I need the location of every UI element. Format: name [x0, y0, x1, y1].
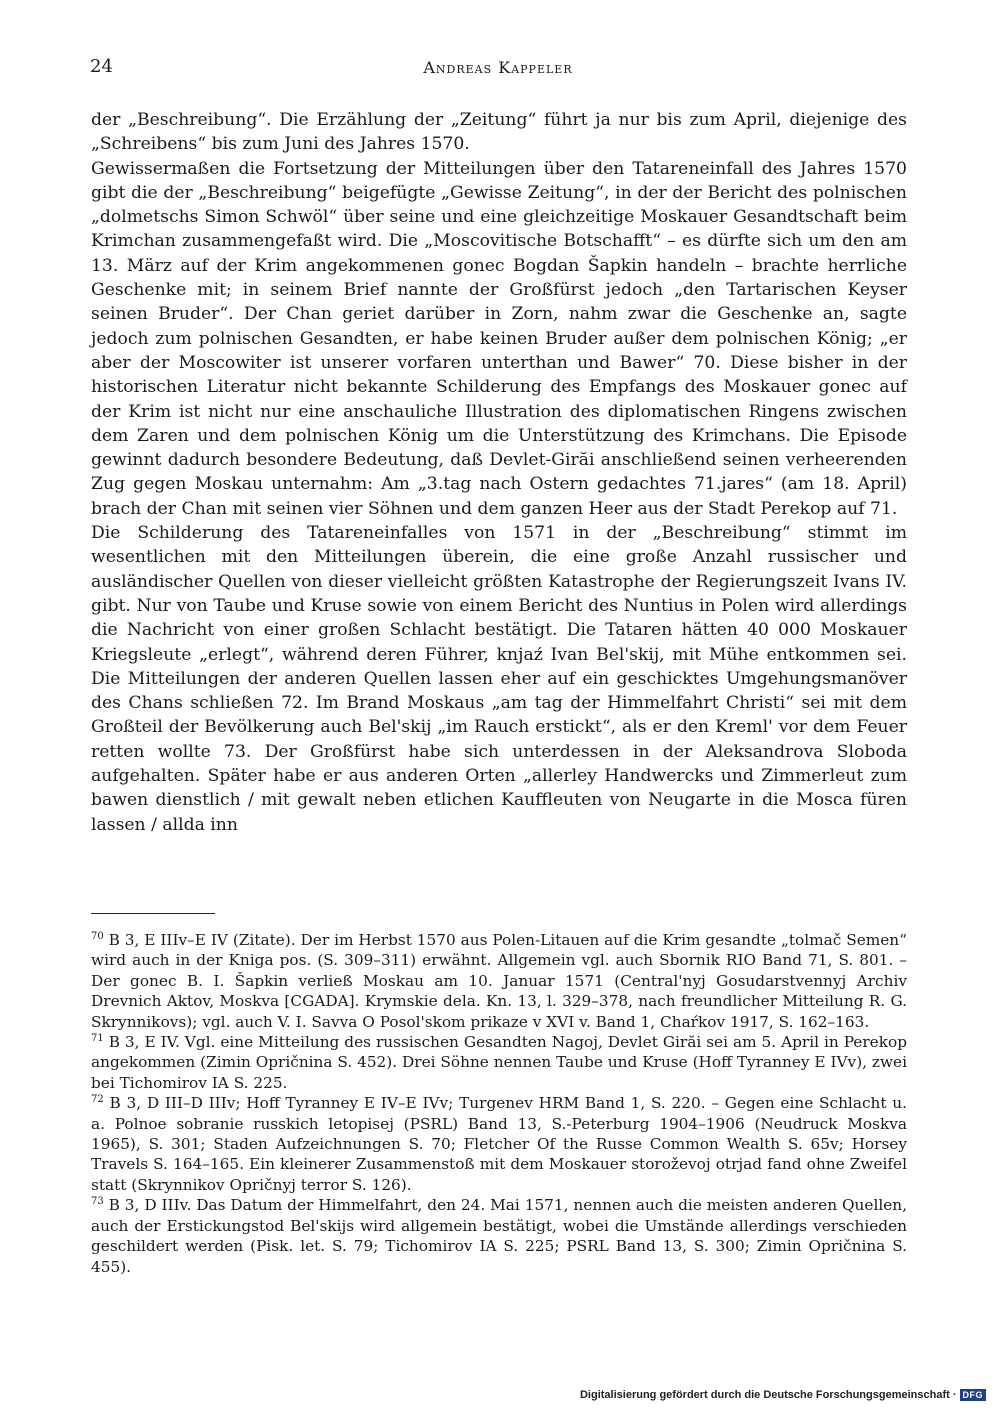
footnote-text: B 3, D III–D IIIv; Hoff Tyranney E IV–E IVv; Turgenev HRM Band 1, S. 220. – Gegen eine Schlacht u. a. Polnoe sobranie russkich letopisej (PSRL) Band 13, S.-Peterburg 1904–1906 (Neudruck Moskva 1965), S. 301; Staden Aufzeichnungen S. 70; Fletcher Of the Russe Common Wealth S. 65v; Horsey Travels S. 164–165. Ein kleinerer Zusammenstoß mit dem Moskauer storoževoj otrjad fand ohne Zweifel statt (Skrynnikov Opričnyj terror S. 126).	[91, 1094, 907, 1194]
dfg-logo: DFG	[960, 1389, 987, 1401]
page-header	[90, 56, 906, 82]
footnotes	[91, 930, 907, 1277]
footnote-number: 72	[91, 1094, 104, 1106]
digitization-credit	[580, 1387, 986, 1403]
paragraph: der „Beschreibung“. Die Erzählung der „Zeitung“ führt ja nur bis zum April, diejenige des „Schreibens“ bis zum Juni des Jahres 1570.	[91, 110, 907, 155]
footnote-text: B 3, E IIIv–E IV (Zitate). Der im Herbst 1570 aus Polen-Litauen auf die Krim gesandte „tolmač Semen“ wird auch in der Kniga pos. (S. 309–311) erwähnt. Allgemein vgl. auch Sbornik RIO Band 71, S. 801. – Der gonec B. I. Šapkin verließ Moskau am 10. Januar 1571 (Central'nyj Gosudarstvennyj Archiv Drevnich Aktov, Moskva [CGADA]. Krymskie dela. Kn. 13, l. 329–378, nach freundlicher Mitteilung R. G. Skrynnikovs); vgl. auch V. I. Savva O Posol'skom prikaze v XVI v. Band 1, Chaŕkov 1917, S. 162–163.	[91, 931, 907, 1031]
footnote-text: B 3, E IV. Vgl. eine Mitteilung des russischen Gesandten Nagoj, Devlet Girăi sei am 5. April in Perekop angekommen (Zimin Opričnina S. 452). Drei Söhne nennen Taube und Kruse (Hoff Tyranney E IVv), zwei bei Tichomirov IA S. 225.	[91, 1033, 907, 1092]
credit-text: Digitalisierung gefördert durch die Deutsche Forschungsgemeinschaft ·	[579, 1389, 957, 1401]
footnote	[91, 1195, 907, 1277]
paragraph: Die Schilderung des Tatareneinfalles von 1571 in der „Beschreibung“ stimmt im wesentlichen mit den Mitteilungen überein, die eine große Anzahl russischer und ausländischer Quellen von dieser vielleicht größten Katastrophe der Regierungszeit Ivans IV. gibt. Nur von Taube und Kruse sowie von einem Bericht des Nuntius in Polen wird allerdings die Nachricht von einer großen Schlacht bestätigt. Die Tataren hätten 40 000 Moskauer Kriegsleute „erlegt“, während deren Führer, knjaź Ivan Bel'skij, mit Mühe entkommen sei. Die Mitteilungen der anderen Quellen lassen eher auf ein geschicktes Umgehungsmanöver des Chans schließen 72. Im Brand Moskaus „am tag der Himmelfahrt Christi“ sei mit dem Großteil der Bevölkerung auch Bel'skij „im Rauch erstickt“, als er den Kreml' vor dem Feuer retten wollte 73. Der Großfürst habe sich unterdessen in der Aleksandrova Sloboda aufgehalten. Später habe er aus anderen Orten „allerley Handwercks und Zimmerleut zum bawen dienstlich / mit gewalt neben etlichen Kauffleuten von Neugarte in die Mosca füren lassen / allda inn	[91, 523, 907, 835]
main-text	[91, 108, 907, 837]
footnote-divider	[91, 913, 215, 914]
footnote-text: B 3, D IIIv. Das Datum der Himmelfahrt, den 24. Mai 1571, nennen auch die meisten anderen Quellen, auch der Erstickungstod Bel'skijs wird allgemein bestätigt, wobei die Umstände allerdings verschieden geschildert werden (Pisk. let. S. 79; Tichomirov IA S. 225; PSRL Band 13, S. 300; Zimin Opričnina S. 455).	[91, 1196, 907, 1276]
footnote-number: 71	[91, 1032, 104, 1044]
footnote	[91, 1032, 907, 1093]
running-head: Andreas Kappeler	[423, 58, 573, 77]
footnote	[91, 930, 907, 1032]
footnote-number: 73	[91, 1196, 104, 1208]
page-number: 24	[90, 56, 113, 77]
footnote	[91, 1093, 907, 1195]
paragraph: Gewissermaßen die Fortsetzung der Mitteilungen über den Tatareneinfall des Jahres 1570 gibt die der „Beschreibung“ beigefügte „Gewisse Zeitung“, in der der Bericht des polnischen „dolmetschs Simon Schwöl“ über seine und eine gleichzeitige Moskauer Gesandtschaft beim Krimchan zusammengefaßt wird. Die „Moscovitische Botschafft“ – es dürfte sich um den am 13. März auf der Krim angekommenen gonec Bogdan Šapkin handeln – brachte herrliche Geschenke mit; in seinem Brief nannte der Großfürst jedoch „den Tartarischen Keyser seinen Bruder“. Der Chan geriet darüber in Zorn, nahm zwar die Geschenke an, sagte jedoch zum polnischen Gesandten, er habe keinen Bruder außer dem polnischen König; „er aber der Moscowiter ist unserer vorfaren unterthan und Bawer“ 70. Diese bisher in der historischen Literatur nicht bekannte Schilderung des Empfangs des Moskauer gonec auf der Krim ist nicht nur eine anschauliche Illustration des diplomatischen Ringens zwischen dem Zaren und dem polnischen König um die Unterstützung des Krimchans. Die Episode gewinnt dadurch besondere Bedeutung, daß Devlet-Girăi anschließend seinen verheerenden Zug gegen Moskau unternahm: Am „3.tag nach Ostern gedachtes 71.jares“ (am 18. April) brach der Chan mit seinen vier Söhnen und dem ganzen Heer aus der Stadt Perekop auf 71.	[91, 158, 907, 519]
footnote-number: 70	[91, 930, 104, 942]
